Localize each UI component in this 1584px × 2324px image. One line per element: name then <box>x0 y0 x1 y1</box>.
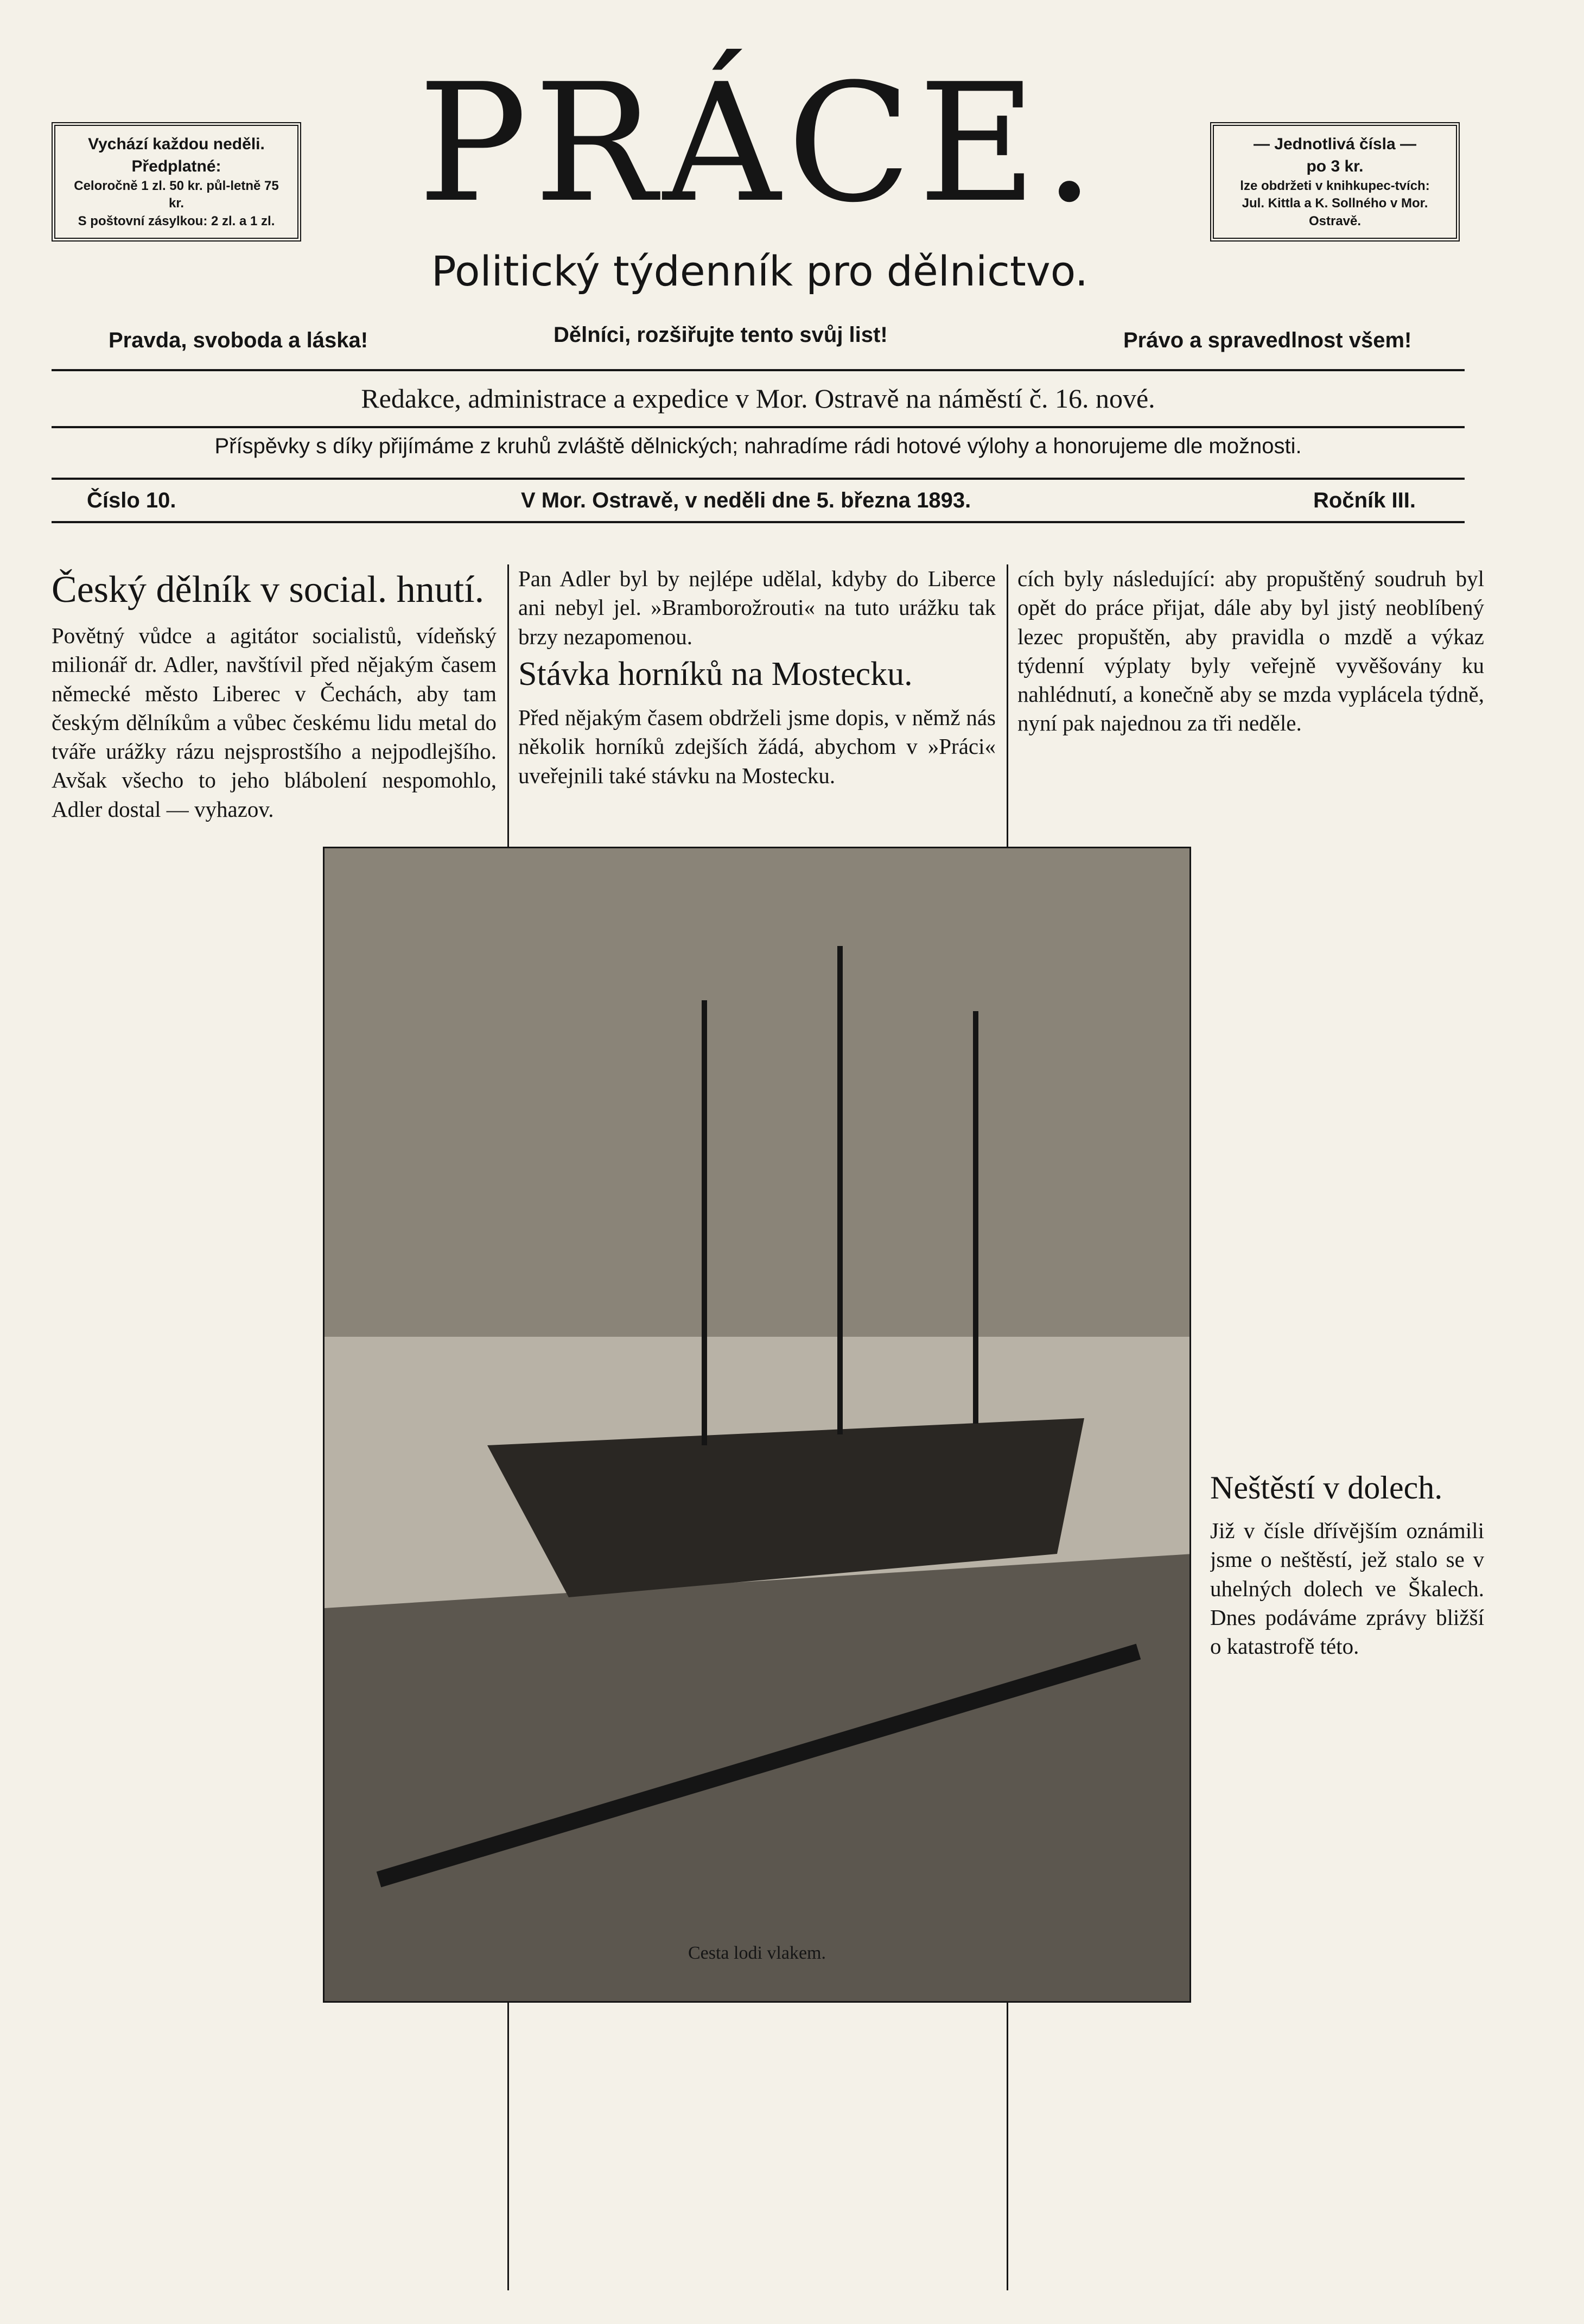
rule-mid <box>52 426 1465 428</box>
rule-issue <box>52 478 1465 480</box>
issue-number: Číslo 10. <box>87 488 176 512</box>
article-text: Před nějakým časem obdrželi jsme dopis, v němž nás několik horníků zdejších žádá, abychom v »Práci« uveřejnili také stávku na Mostecku. <box>518 705 996 788</box>
contributions-line: Příspěvky s díky přijímáme z kruhů zvláště dělnických; nahradíme rádi hotové výlohy a honorujeme dle možnosti. <box>214 434 1302 458</box>
article-strike-cont <box>1017 564 1484 825</box>
masthead-title: PRÁCE. <box>417 49 1102 238</box>
issue-year: Ročník III. <box>1313 488 1416 512</box>
article-text: cích byly následující: aby propuštěný soudruh byl opět do práce přijat, dále aby byl jistý neoblíbený lezec propuštěn, aby pravidla o mzdě a výkaz týdenní výplaty byly veřejně vyvěšovány ku nahlédnutí, a konečně aby se mzda vyplácela týdně, nyní pak najednou za tři neděle. <box>1017 566 1484 736</box>
masthead-subtitle: Politický týdenník pro dělnictvo. <box>431 247 1089 295</box>
motto-right: Právo a spravedlnost všem! <box>1123 328 1412 352</box>
article-text: Povětný vůdce a agitátor socialistů, vídeňský milionář dr. Adler, navštívil před nějakým časem německé město Liberec v Čechách, aby tam českým dělníkům a vůbec českému lidu metal do tváře urážky rázu nejsprostšího a nejpodlejšího. Avšak všecho to jeho blábolení nespomohlo, Adler dostal — vyhazov. <box>52 623 497 822</box>
article-text: Již v čísle dřívějším oznámili jsme o neštěstí, jež stalo se v uhelných dolech ve Škalech. Dnes podáváme zprávy bližší o katastrofě této. <box>1210 1518 1484 1659</box>
article-heading: Český dělník v social. hnutí. <box>52 569 485 611</box>
issue-date: V Mor. Ostravě, v neděli dne 5. března 1893. <box>521 488 971 512</box>
motto-center: Dělníci, rozšiřujte tento svůj list! <box>554 323 888 347</box>
article-czech-worker <box>52 564 497 825</box>
address-line: Redakce, administrace a expedice v Mor. Ostravě na náměstí č. 16. nové. <box>361 383 1155 414</box>
illustration-caption: Cesta lodi vlakem. <box>688 1943 826 1963</box>
ship-train-illustration <box>323 847 1191 2003</box>
rule-top <box>52 369 1465 371</box>
single-copy-box: — Jednotlivá čísla — po 3 kr. lze obdržeti v knihkupec-tvích: Jul. Kittla a K. Sollného v Mor. Ostravě. <box>1210 122 1460 242</box>
article-text: Pan Adler byl by nejlépe udělal, kdyby do Liberce ani nebyl jel. »Bramborožrouti« na tuto urážku tak brzy nezapomenou. <box>518 566 996 649</box>
ship-on-train-image <box>325 848 1191 2003</box>
subscription-box: Vychází každou neděli. Předplatné: Celoročně 1 zl. 50 kr. půl-letně 75 kr. S poštovní zásylkou: 2 zl. a 1 zl. <box>52 122 301 242</box>
rule-bottom <box>52 521 1465 523</box>
motto-left: Pravda, svoboda a láska! <box>109 328 368 352</box>
article-strike <box>518 564 996 825</box>
article-heading: Neštěstí v dolech. <box>1210 1470 1443 1506</box>
article-heading: Stávka horníků na Mostecku. <box>518 655 913 693</box>
article-mine-accident <box>1210 1465 1484 1954</box>
